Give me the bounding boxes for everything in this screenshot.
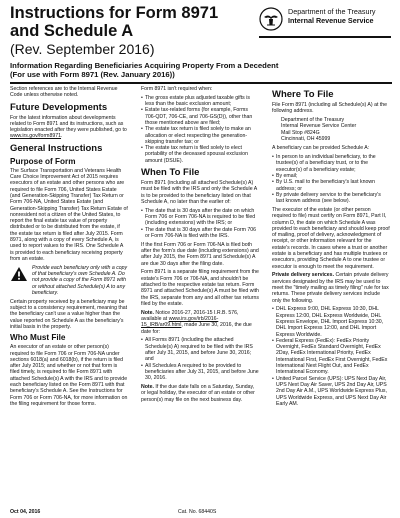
- notice-note: Note. Notice 2016-27, 2016-15 I.R.B. 576, available at www.irs.gov/irb/2016-15_IRB/ar09.html, made June 30, 2016, the due date for:: [141, 309, 252, 335]
- list-item: • By email;: [272, 173, 390, 179]
- list-item: • All Schedules A required to be provided to beneficiaries after July 31, 2015, and before June 30, 2016.: [141, 363, 259, 382]
- address-line: Mail Stop #824G: [281, 129, 320, 136]
- after-due-date-text: If the first Form 706 or Form 706-NA is filed both after the form's due date (including extensions) and after July 2015, the Form 8971 and Schedule(s) A are due 30 days after the filing date.: [141, 241, 259, 267]
- where-to-file-heading: Where To File: [272, 89, 334, 100]
- list-item: • The estate tax return is filed solely to elect portability of the deceased spousal exclusion amount (DSUE).: [141, 145, 259, 164]
- agency-line-1: Department of the Treasury: [288, 7, 376, 16]
- column-1: [10, 86, 128, 410]
- future-developments-heading: Future Developments: [10, 101, 108, 113]
- list-item: • The date that is 30 days after the date on which Form 706 or Form 706-NA is required to be filed (including extensions) with the IRS; or: [141, 208, 259, 227]
- caution-icon: [10, 266, 28, 282]
- holiday-note: Note. If the due date falls on a Saturday, Sunday, or legal holiday, the executor of an estate or other person(s) may file on the next business day.: [141, 383, 255, 403]
- where-to-file-text: File Form 8971 (including all Schedule(s) A) at the following address.: [272, 102, 388, 115]
- provided-text: A beneficiary can be provided Schedule A:: [272, 145, 370, 152]
- list-item: • The gross estate plus adjusted taxable gifts is less than the basic exclusion amount;: [141, 95, 259, 108]
- footer-cat-no: Cat. No. 68440S: [178, 509, 217, 515]
- irb-link[interactable]: www.irs.gov/irb/2016-15_IRB/ar09.html: [141, 316, 219, 329]
- private-delivery-list: [272, 306, 390, 407]
- purpose-heading: Purpose of Form: [10, 156, 76, 166]
- when-to-file-heading: When To File: [141, 167, 200, 179]
- list-item: • United Parcel Service (UPS): UPS Next Day Air, UPS Next Day Air Saver, UPS 2nd Day Air, UPS 2nd Day Air A.M., UPS Worldwide Express Plus, UPS Worldwide Express, and UPS Next Day Air Early AM.: [272, 376, 390, 407]
- purpose-text: The Surface Transportation and Veterans Health Care Choice Improvement Act of 2015 requires executors of an estate and other persons who are required to file Form 706, United States Estate (and Generation-Skipping Transfer) Tax Return or Form 706-NA, United States Estate (and Generation-Skipping Transfer) Tax Return Estate of nonresident not a citizen of the United States, to report the final estate tax value of property distributed or to be distributed from the estate, if the estate tax return is filed after July 2015. Form 8971, along with a copy of every Schedule A, is used to report values to the IRS. One Schedule A is provided to each beneficiary receiving property from an estate.: [10, 167, 128, 262]
- agency-name: [288, 7, 376, 25]
- notice-list: [141, 337, 259, 381]
- list-item: • In person to an individual beneficiary, to the trustee(s) of a beneficiary trust, or to the executor(s) of a beneficiary estate;: [272, 154, 390, 173]
- list-item: • By U.S. mail to the beneficiary's last known address; or: [272, 179, 390, 192]
- logo-divider: [259, 36, 391, 38]
- form-subtitle: [10, 61, 392, 79]
- subtitle-line-1: Information Regarding Beneficiaries Acquiring Property From a Decedent: [10, 61, 279, 70]
- list-item: • By private delivery service to the beneficiary's last known address (see below).: [272, 192, 390, 205]
- header-rule: [10, 82, 392, 84]
- private-delivery-text: Private delivery services. Certain private delivery services designated by the IRS may be used to meet the "timely mailing as timely filing" rule for tax returns. These private delivery services include only the following.: [272, 272, 389, 304]
- column-2: [141, 86, 259, 405]
- irs-logo: [259, 5, 391, 35]
- irs-eagle-icon: [259, 7, 283, 31]
- list-item: • DHL Express 9:00, DHL Express 10:30, DHL Express 12:00, DHL Express Worldwide, DHL Express Envelope, DHL Import Express 10:30, DHL Import Express 12:00, and DHL Import Express Worldwide.: [272, 306, 390, 337]
- address-line: Internal Revenue Service Center: [281, 123, 357, 130]
- title-line-2: and Schedule A: [10, 22, 134, 40]
- separate-filing-text: Form 8971 is a separate filing requirement from the estate's Form 706 or 706-NA, and shouldn't be attached to the respective estate tax return. Form 8971 and attached Schedule(s) A must be filed with the IRS, separate from any and all other tax returns filed by the estate.: [141, 269, 259, 307]
- column-3: [272, 86, 390, 410]
- list-item: • Estate tax-related forms (for example, Forms 706-QDT, 706-CE, and 706-GS(D)), other than those mentioned above are filed;: [141, 107, 259, 126]
- mailing-address: [272, 117, 390, 142]
- caution-text: Provide each beneficiary only with a copy of that beneficiary's own Schedule A. Do not provide a copy of the Form 8971 with or without attached Schedule(s) A to any beneficiary.: [32, 264, 128, 296]
- list-item: • All Forms 8971 (including the attached Schedule(s) A) required to be filed with the IRS after July 31, 2015, and before June 30, 2016; and: [141, 337, 259, 362]
- general-instructions-heading: General Instructions: [10, 142, 103, 154]
- executor-certify-text: The executor of the estate (or other person required to file) must certify on Form 8971, Part II, column D, the date on which Schedule A was provided to each beneficiary and should keep proof of mailing, proof of delivery, acknowledgment of receipt, or other information relevant for the estate's records. In cases where a trust or another estate is a beneficiary and has multiple trustees or executors, providing Schedule A to one trustee or executor is enough to meet the requirement.: [272, 206, 390, 270]
- provided-list: [272, 154, 390, 204]
- who-must-file-heading: Who Must File: [10, 333, 66, 343]
- when-to-file-list: [141, 208, 259, 239]
- not-required-list: [141, 95, 259, 164]
- intro-text: Section references are to the Internal Revenue Code unless otherwise noted.: [10, 86, 118, 99]
- agency-line-2: Internal Revenue Service: [288, 16, 374, 25]
- caution-note: [10, 265, 128, 296]
- document-title: [10, 4, 255, 57]
- when-to-file-text: Form 8971 (including all attached Schedule(s) A) must be filed with the IRS and only the Schedule A is to be provided to the beneficiary listed on that Schedule A, no later than the earlier of:: [141, 180, 257, 205]
- list-item: • The date that is 30 days after the date Form 706 or Form 706-NA is filed with the IRS.: [141, 227, 259, 240]
- not-required-intro: Form 8971 isn't required when:: [141, 86, 213, 92]
- address-line: Department of the Treasury: [281, 117, 345, 124]
- private-delivery-heading: Private delivery services.: [272, 272, 335, 279]
- list-item: • The estate tax return is filed solely to make an allocation or elect respecting the generation-skipping transfer tax; or: [141, 126, 259, 145]
- consistency-text: Certain property received by a beneficiary may be subject to a consistency requirement, meaning that the beneficiary can't use a value higher than the value reported on Schedule A as the beneficiary's initial basis in the property.: [10, 298, 128, 330]
- subtitle-line-2: (For use with Form 8971 (Rev. January 2016)): [10, 70, 175, 79]
- title-line-1: Instructions for Form 8971: [10, 4, 219, 22]
- address-line: Cincinnati, OH 45999: [281, 135, 331, 142]
- revision-date: (Rev. September 2016): [10, 41, 155, 57]
- who-must-file-text: An executor of an estate or other person(s) required to file Form 706 or Form 706-NA under sections 6018(a) and 6018(b), if the return is filed after July 2015; and whether or not that form is filed timely, is required to file Form 8971 with attached Schedule(s) A with the IRS and to provide each beneficiary listed on the Form 8971 with that beneficiary's Schedule A. See the Instructions for Form 706 or Form 706-NA, for more information on the filing requirement for those forms.: [10, 344, 128, 407]
- future-developments-text: For the latest information about developments related to Form 8971 and its instructions, such as legislation enacted after they were published, go to www.irs.gov/form8971.: [10, 114, 127, 140]
- list-item: • Federal Express (FedEx): FedEx Priority Overnight, FedEx Standard Overnight, FedEx 2Day, FedEx International Priority, FedEx International First, FedEx First Overnight, FedEx International Next Flight Out, and FedEx International Economy.: [272, 338, 390, 376]
- footer-date: Oct 04, 2016: [10, 509, 41, 515]
- form8971-link[interactable]: www.irs.gov/form8971: [10, 133, 62, 140]
